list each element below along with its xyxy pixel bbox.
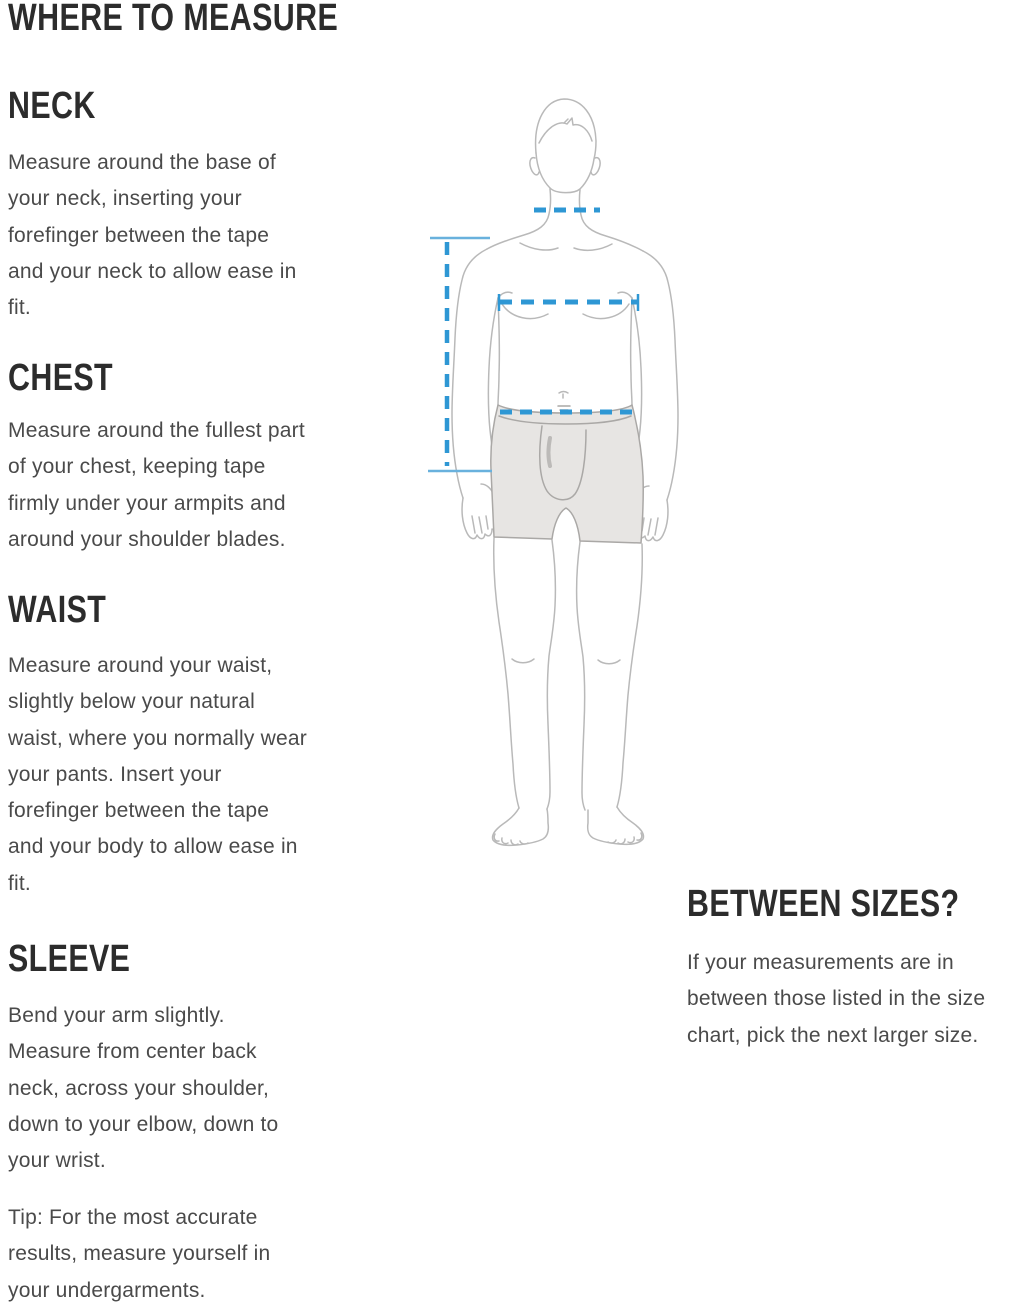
- section-heading-waist: WAIST: [8, 589, 107, 631]
- text-line: down to your elbow, down to: [8, 1112, 279, 1136]
- text-line: fit.: [8, 871, 31, 895]
- section-text-neck: [8, 145, 297, 326]
- text-line: firmly under your armpits and: [8, 491, 286, 515]
- text-line: fit.: [8, 296, 31, 320]
- text-line: Measure around the base of: [8, 151, 276, 174]
- text-line: forefinger between the tape: [8, 799, 270, 823]
- text-line: slightly below your natural: [8, 690, 256, 714]
- body-measurement-diagram: [420, 92, 712, 848]
- text-line: forefinger between the tape: [8, 223, 270, 247]
- text-line: If your measurements are in: [687, 951, 954, 974]
- text-line: and your neck to allow ease in: [8, 259, 297, 283]
- section-heading-between-sizes: BETWEEN SIZES?: [687, 883, 960, 925]
- text-line: waist, where you normally wear: [8, 726, 307, 750]
- male-figure-illustration: [420, 92, 712, 848]
- section-text-waist: [8, 648, 307, 902]
- measuring-tip-text: [8, 1200, 270, 1309]
- text-line: your neck, inserting your: [8, 187, 242, 211]
- text-line: Measure from center back: [8, 1040, 257, 1064]
- text-line: chart, pick the next larger size.: [687, 1023, 979, 1047]
- text-line: around your shoulder blades.: [8, 527, 286, 551]
- section-text-chest: [8, 413, 305, 558]
- page-title: WHERE TO MEASURE: [8, 0, 339, 39]
- text-line: between those listed in the size: [687, 987, 986, 1011]
- text-line: Measure around your waist,: [8, 654, 273, 677]
- text-line: your undergarments.: [8, 1278, 206, 1302]
- text-line: neck, across your shoulder,: [8, 1076, 270, 1100]
- text-line: Measure around the fullest part: [8, 419, 305, 442]
- text-line: Tip: For the most accurate: [8, 1206, 258, 1229]
- section-text-between-sizes: [687, 945, 985, 1054]
- section-heading-neck: NECK: [8, 85, 96, 127]
- boxer-shorts: [491, 405, 643, 543]
- section-text-sleeve: [8, 998, 278, 1179]
- text-line: results, measure yourself in: [8, 1242, 271, 1266]
- text-line: and your body to allow ease in: [8, 835, 298, 859]
- section-heading-chest: CHEST: [8, 357, 114, 399]
- text-line: your wrist.: [8, 1149, 106, 1173]
- text-line: your pants. Insert your: [8, 762, 222, 786]
- section-heading-sleeve: SLEEVE: [8, 938, 131, 980]
- text-line: of your chest, keeping tape: [8, 455, 266, 479]
- text-line: Bend your arm slightly.: [8, 1004, 225, 1027]
